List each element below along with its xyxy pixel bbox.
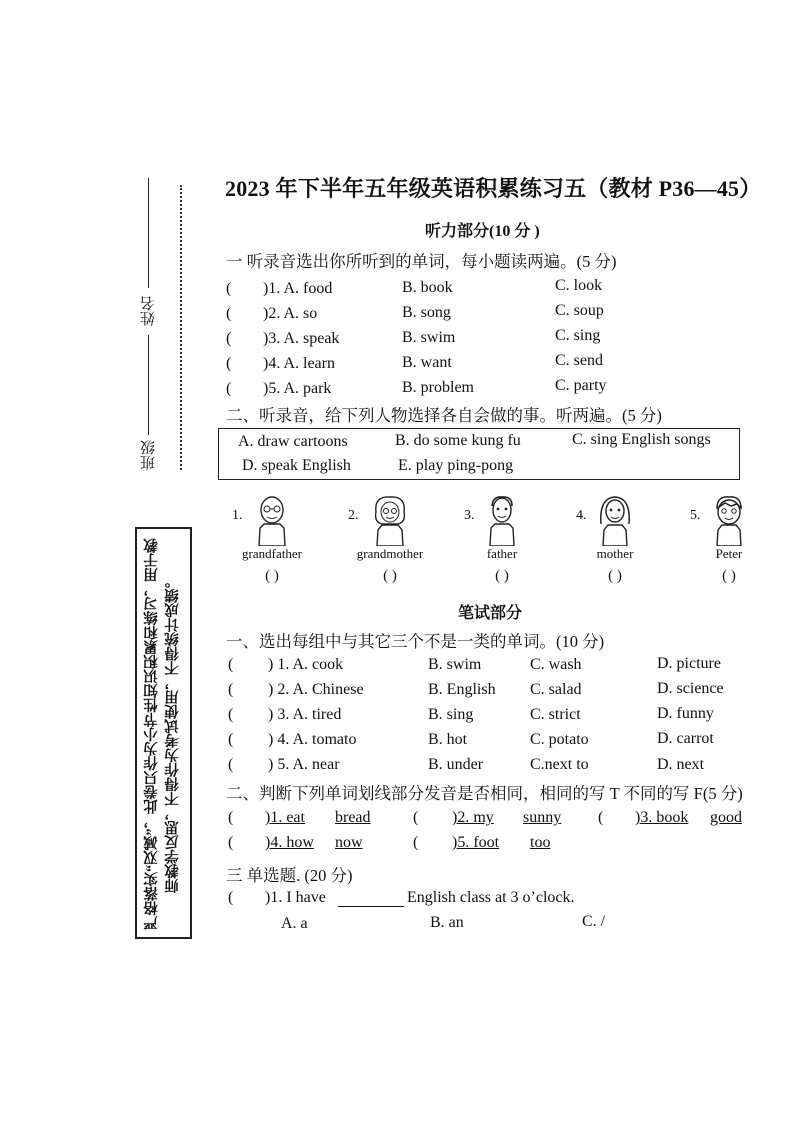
option-a: A. draw cartoons <box>238 433 348 450</box>
option-c: C. party <box>555 377 607 394</box>
word-my: )2. my <box>452 809 494 826</box>
question-text-end: English class at 3 o’clock. <box>407 889 575 906</box>
answer-paren[interactable]: ( <box>226 305 232 322</box>
option-c: C. sing <box>555 327 601 344</box>
person-grandfather <box>232 494 312 585</box>
answer-paren[interactable]: ( ) <box>722 568 736 584</box>
word-now: now <box>335 834 363 851</box>
answer-paren[interactable]: ( <box>228 656 234 673</box>
person-name: Peter <box>715 546 743 561</box>
person-mother <box>576 494 654 585</box>
answer-paren[interactable]: ( <box>226 380 232 397</box>
word-bread: bread <box>335 809 371 826</box>
father-icon <box>484 494 520 546</box>
person-number: 1. <box>232 508 243 523</box>
option-c: C. look <box>555 277 603 294</box>
option-b: B. swim <box>402 329 456 346</box>
notice-text: 严格落实“双减”，此卷只作为小节性知识积累和练习，用于教师教学反思，不得作为考试使用，不得统计成绩。 <box>144 538 181 930</box>
listening-part1-heading: 一 听录音选出你所听到的单词，每小题读两遍。(5 分) <box>226 252 617 271</box>
class-underline <box>148 335 149 435</box>
person-number: 5. <box>690 508 701 523</box>
question-text-start: )1. I have <box>265 889 326 906</box>
person-peter <box>690 494 768 585</box>
binding-dotted-line <box>180 185 182 470</box>
option-e: E. play ping-pong <box>398 457 514 474</box>
option-c: C. potato <box>530 731 589 748</box>
person-father <box>464 494 540 585</box>
option-d: D. funny <box>657 705 714 722</box>
answer-paren[interactable]: ( <box>228 681 234 698</box>
answer-paren[interactable]: ( <box>413 809 419 826</box>
option-b: B. English <box>428 681 496 698</box>
written-heading: 笔试部分 <box>458 605 523 622</box>
option-b: B. under <box>428 756 484 773</box>
name-underline <box>148 178 149 288</box>
answer-paren[interactable]: ( ) <box>608 568 622 584</box>
listening-heading: 听力部分(10 分 ) <box>425 223 540 240</box>
option-a: A. a <box>281 915 308 932</box>
word-how: )4. how <box>265 834 314 851</box>
question-option-a: )5. A. park <box>263 380 332 397</box>
option-c: C. salad <box>530 681 582 698</box>
person-name: mother <box>596 546 634 561</box>
answer-paren[interactable]: ( <box>228 731 234 748</box>
question-option-a: )2. A. so <box>263 305 318 322</box>
page-title: 2023 年下半年五年级英语积累练习五（教材 P36—45） <box>225 176 762 201</box>
option-d: D. speak English <box>242 457 351 474</box>
option-c: C. send <box>555 352 603 369</box>
option-b: B. swim <box>428 656 482 673</box>
person-number: 2. <box>348 508 359 523</box>
question-option-a: ) 1. A. cook <box>268 656 344 673</box>
person-grandmother <box>348 494 432 585</box>
grandfather-icon <box>252 494 292 546</box>
option-c: C. / <box>582 913 606 930</box>
question-option-a: ) 4. A. tomato <box>268 731 357 748</box>
answer-paren[interactable]: ( <box>228 889 234 906</box>
answer-paren[interactable]: ( ) <box>383 568 397 584</box>
person-name: father <box>486 546 518 561</box>
option-b: B. problem <box>402 379 474 396</box>
word-foot: )5. foot <box>452 834 500 851</box>
option-b: B. an <box>430 914 464 931</box>
answer-paren[interactable]: ( <box>598 809 604 826</box>
question-option-a: )1. A. food <box>263 280 333 297</box>
person-number: 3. <box>464 508 475 523</box>
peter-icon <box>709 494 749 546</box>
answer-paren[interactable]: ( <box>226 280 232 297</box>
word-too: too <box>530 834 551 851</box>
option-b: B. song <box>402 304 451 321</box>
option-b: B. sing <box>428 706 474 723</box>
option-b: B. want <box>402 354 452 371</box>
written-part1-heading: 一、选出每组中与其它三个不是一类的单词。(10 分) <box>226 632 605 651</box>
option-d: D. carrot <box>657 730 714 747</box>
option-c: C. soup <box>555 302 604 319</box>
question-option-a: ) 2. A. Chinese <box>268 681 364 698</box>
option-d: D. picture <box>657 655 721 672</box>
option-c: C. strict <box>530 706 581 723</box>
answer-paren[interactable]: ( <box>226 355 232 372</box>
mother-icon <box>595 494 635 546</box>
question-option-a: )3. A. speak <box>263 330 340 347</box>
answer-paren[interactable]: ( ) <box>495 568 509 584</box>
word-eat: )1. eat <box>265 809 305 826</box>
option-b: B. book <box>402 279 453 296</box>
person-number: 4. <box>576 508 587 523</box>
option-c: C.next to <box>530 756 589 773</box>
word-good: good <box>710 809 742 826</box>
question-option-a: ) 5. A. near <box>268 756 340 773</box>
name-label: 姓名 <box>141 296 157 326</box>
option-c: C. sing English songs <box>572 431 711 448</box>
option-c: C. wash <box>530 656 582 673</box>
option-d: D. science <box>657 680 724 697</box>
person-name: grandmother <box>356 546 424 561</box>
word-sunny: sunny <box>523 809 562 826</box>
answer-paren[interactable]: ( <box>228 809 234 826</box>
listening-part2-heading: 二、听录音，给下列人物选择各自会做的事。听两遍。(5 分) <box>226 406 662 425</box>
answer-paren[interactable]: ( ) <box>265 568 279 584</box>
answer-blank[interactable] <box>338 892 404 907</box>
answer-paren[interactable]: ( <box>228 834 234 851</box>
written-part3-heading: 三 单选题. (20 分) <box>226 866 353 885</box>
option-d: D. next <box>657 756 705 773</box>
answer-paren[interactable]: ( <box>228 706 234 723</box>
answer-paren[interactable]: ( <box>228 756 234 773</box>
word-book: )3. book <box>635 809 689 826</box>
person-name: grandfather <box>242 546 302 561</box>
written-part2-heading: 二、判断下列单词划线部分发音是否相同，相同的写 T 不同的写 F(5 分) <box>226 784 743 803</box>
answer-paren[interactable]: ( <box>413 834 419 851</box>
question-option-a: ) 3. A. tired <box>268 706 342 723</box>
option-b: B. hot <box>428 731 468 748</box>
question-option-a: )4. A. learn <box>263 355 335 372</box>
answer-paren[interactable]: ( <box>226 330 232 347</box>
grandmother-icon <box>368 494 412 546</box>
option-b: B. do some kung fu <box>395 432 521 449</box>
class-label: 班级 <box>141 440 157 470</box>
